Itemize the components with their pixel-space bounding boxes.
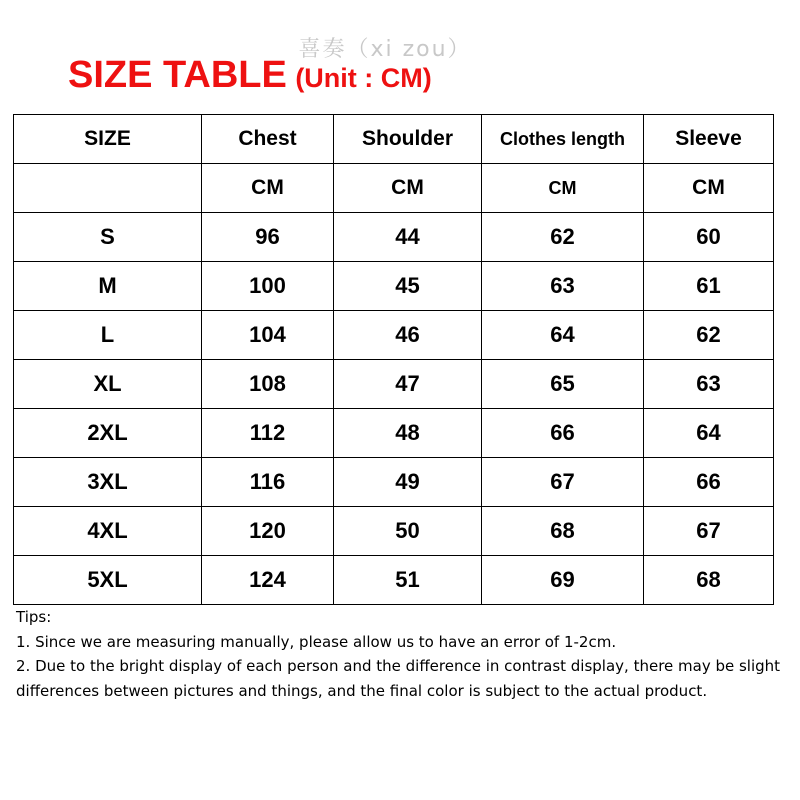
- table-cell: CM: [202, 164, 334, 213]
- title-main: SIZE TABLE: [68, 54, 287, 96]
- table-cell: 44: [334, 213, 482, 262]
- table-cell: 100: [202, 262, 334, 311]
- table-cell: 2XL: [14, 409, 202, 458]
- table-cell: 66: [644, 458, 774, 507]
- table-cell: 120: [202, 507, 334, 556]
- table-cell: 60: [644, 213, 774, 262]
- table-cell: CM: [644, 164, 774, 213]
- page-title: [68, 54, 432, 97]
- table-cell: Clothes length: [482, 115, 644, 164]
- tip-line-1: 1. Since we are measuring manually, please allow us to have an error of 1-2cm.: [16, 632, 617, 651]
- table-header-row: [14, 115, 774, 164]
- table-cell: 66: [482, 409, 644, 458]
- table-cell: S: [14, 213, 202, 262]
- table-row: [14, 409, 774, 458]
- table-cell: Sleeve: [644, 115, 774, 164]
- table-cell: 116: [202, 458, 334, 507]
- table-cell: 46: [334, 311, 482, 360]
- table-cell: M: [14, 262, 202, 311]
- table-cell: 62: [482, 213, 644, 262]
- table-cell: 62: [644, 311, 774, 360]
- table-cell: 104: [202, 311, 334, 360]
- table-cell: 68: [482, 507, 644, 556]
- table-cell: 5XL: [14, 556, 202, 605]
- table-units-row: [14, 164, 774, 213]
- tips-section: [16, 605, 796, 703]
- table-row: [14, 360, 774, 409]
- table-cell: 51: [334, 556, 482, 605]
- table-cell: CM: [482, 164, 644, 213]
- table-cell: 96: [202, 213, 334, 262]
- table-cell: 63: [644, 360, 774, 409]
- table-cell: 45: [334, 262, 482, 311]
- table-cell: 108: [202, 360, 334, 409]
- size-table: [13, 114, 774, 605]
- table-cell: 64: [482, 311, 644, 360]
- watermark: 喜奏（xi zou）: [298, 37, 472, 62]
- table-cell: 63: [482, 262, 644, 311]
- tips-heading: Tips:: [16, 608, 52, 626]
- table-cell: 49: [334, 458, 482, 507]
- table-cell: 48: [334, 409, 482, 458]
- table-cell: 65: [482, 360, 644, 409]
- table-cell: 124: [202, 556, 334, 605]
- tip-line-2a: 2. Due to the bright display of each person and the difference in contrast display, there may be slight: [16, 657, 781, 675]
- table-row: [14, 262, 774, 311]
- table-row: [14, 213, 774, 262]
- table-cell: 50: [334, 507, 482, 556]
- title-unit: (Unit : CM): [295, 63, 432, 93]
- table-cell: Shoulder: [334, 115, 482, 164]
- table-cell: 47: [334, 360, 482, 409]
- table-row: [14, 311, 774, 360]
- table-cell: L: [14, 311, 202, 360]
- table-cell: 4XL: [14, 507, 202, 556]
- table-row: [14, 458, 774, 507]
- table-cell: 112: [202, 409, 334, 458]
- table-cell: 67: [482, 458, 644, 507]
- table-cell: 67: [644, 507, 774, 556]
- table-cell: Chest: [202, 115, 334, 164]
- table-cell: CM: [334, 164, 482, 213]
- table-cell: [14, 164, 202, 213]
- tip-line-2b: differences between pictures and things, and the final color is subject to the actual product.: [16, 681, 708, 700]
- table-row: [14, 507, 774, 556]
- table-cell: 64: [644, 409, 774, 458]
- table-cell: 69: [482, 556, 644, 605]
- table-cell: 3XL: [14, 458, 202, 507]
- table-cell: SIZE: [14, 115, 202, 164]
- table-cell: XL: [14, 360, 202, 409]
- table-row: [14, 556, 774, 605]
- table-cell: 61: [644, 262, 774, 311]
- table-cell: 68: [644, 556, 774, 605]
